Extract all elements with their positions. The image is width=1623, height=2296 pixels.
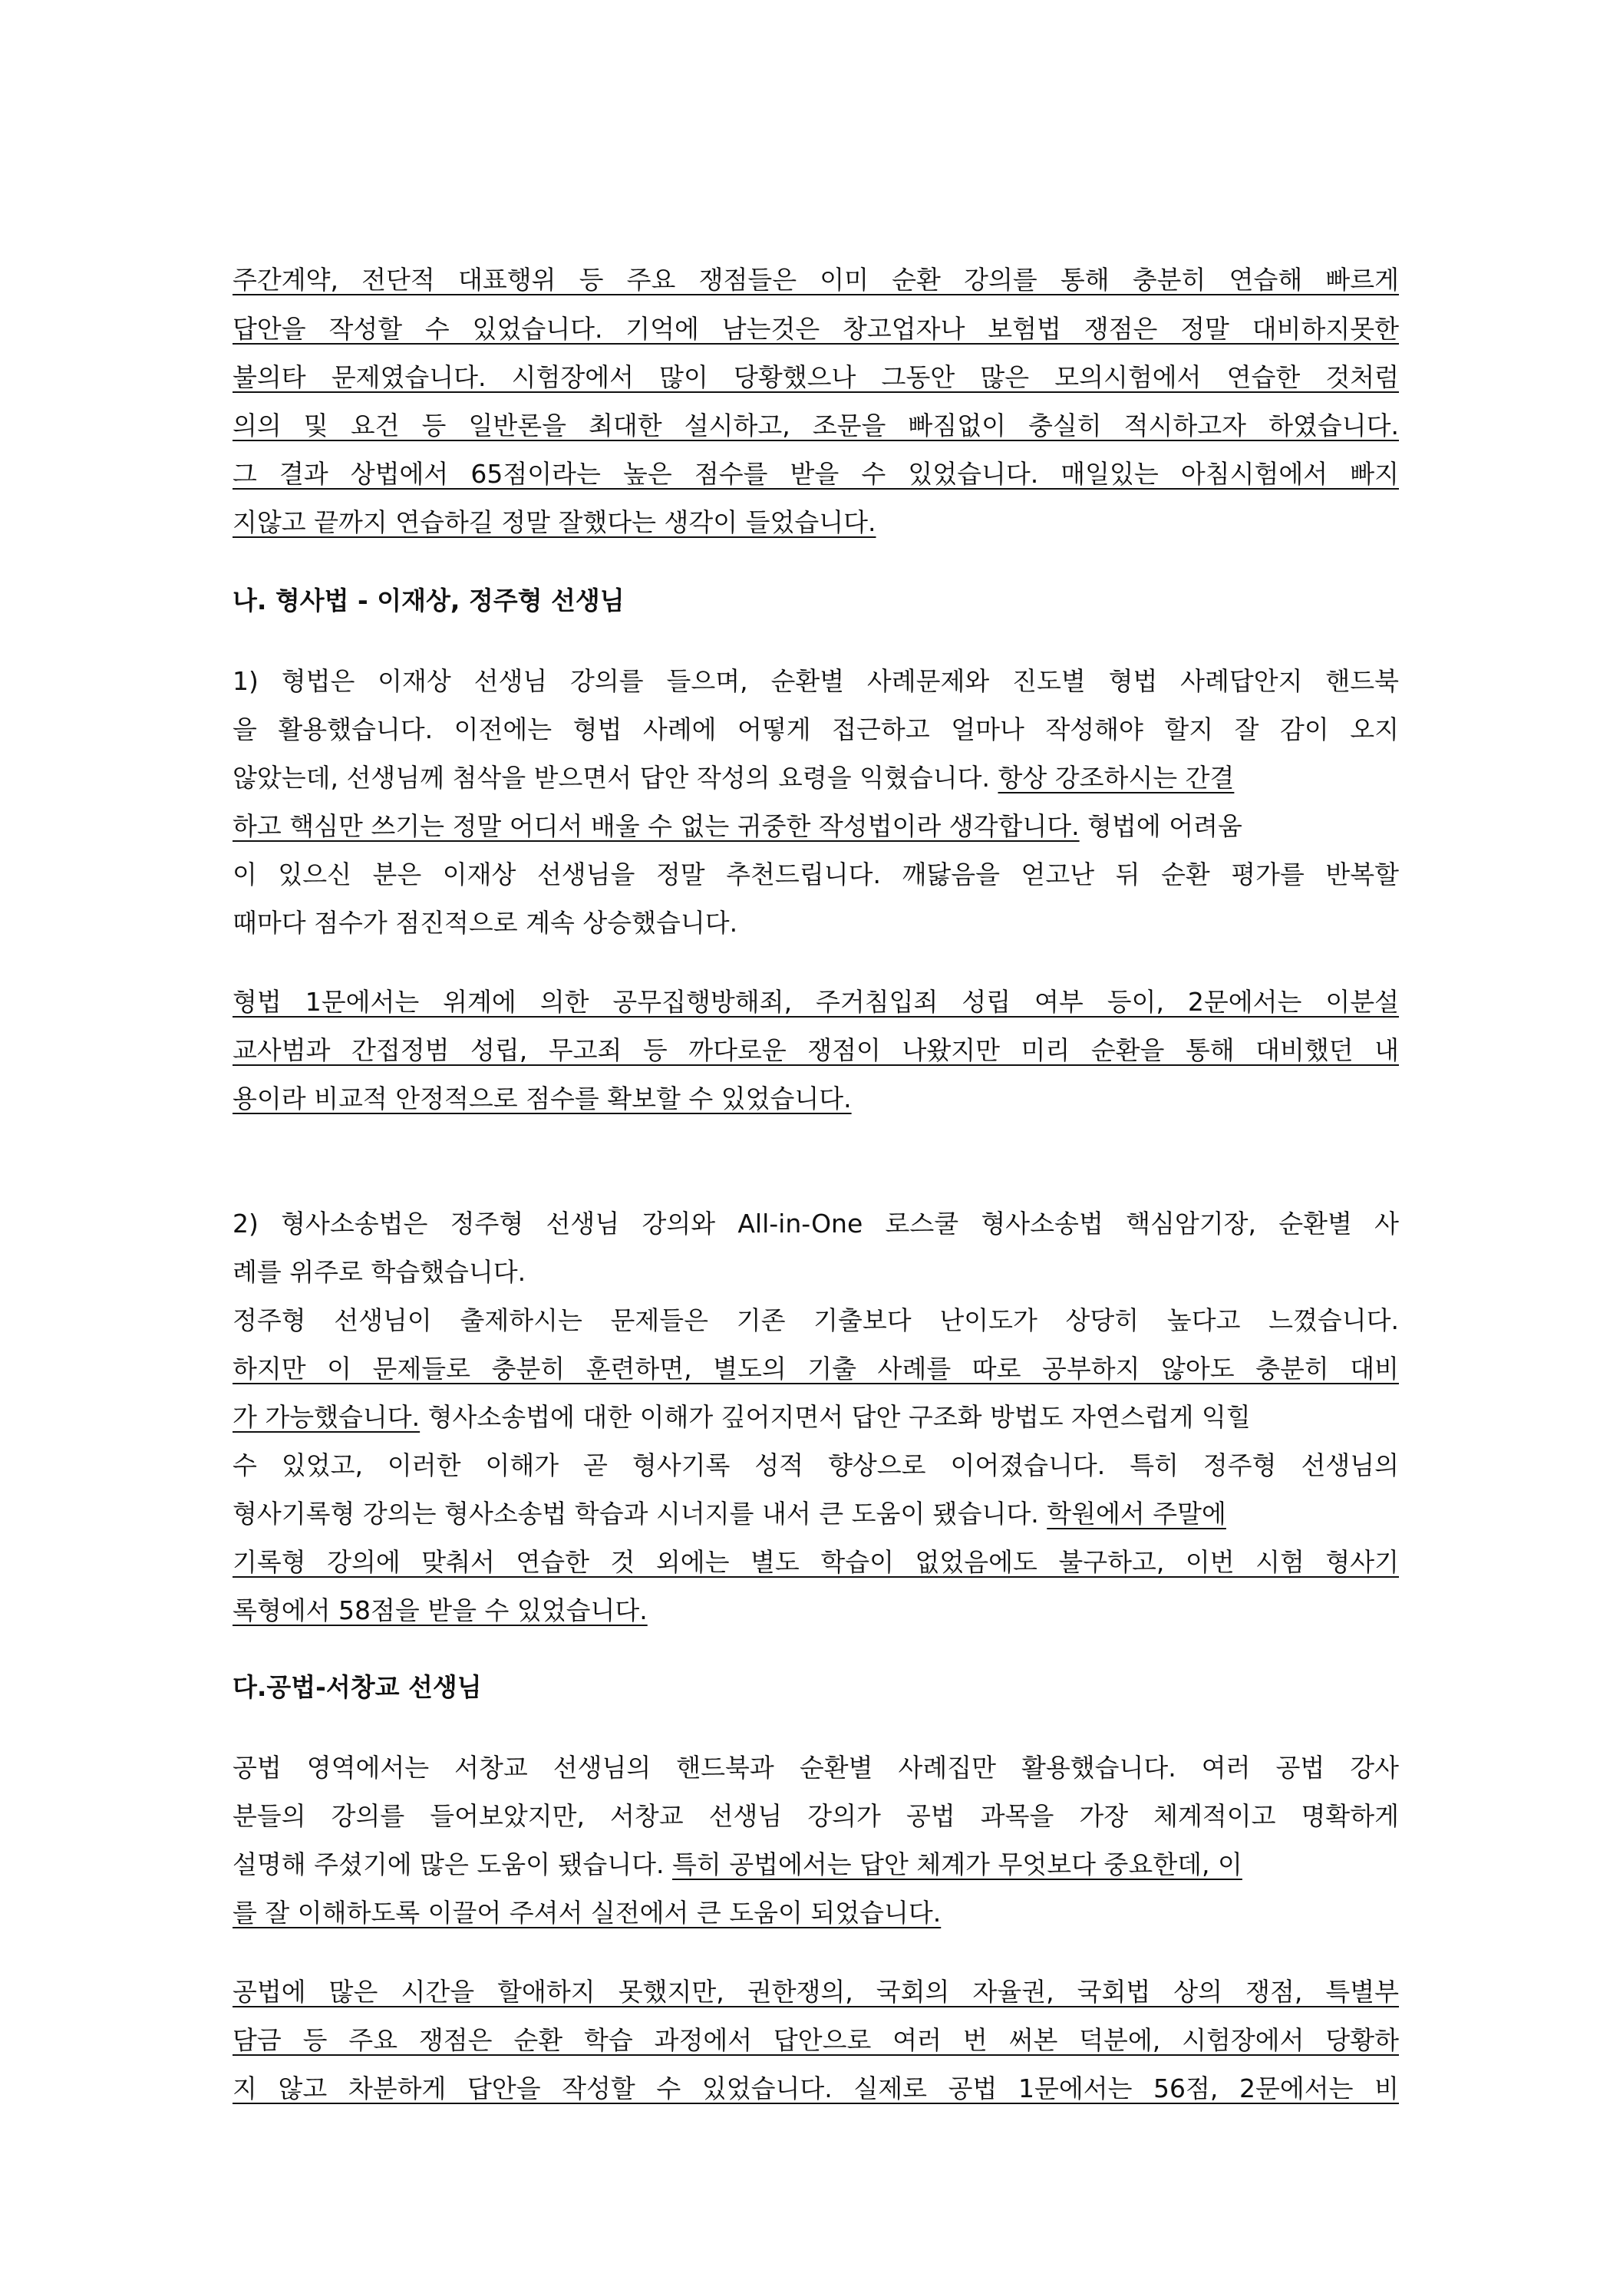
hyeongbeop-line-6: 때마다 점수가 점진적으로 계속 상승했습니다. <box>233 908 738 938</box>
hyeongbeop-line-1: 1) 형법은 이재상 선생님 강의를 들으며, 순환별 사례문제와 진도별 형법 사례답안지 핸드북 <box>233 666 1399 696</box>
hyeongso-line-4: 하지만 이 문제들로 충분히 훈련하면, 별도의 기출 사례를 따로 공부하지 않아도 충분히 대비 <box>233 1354 1399 1384</box>
section-heading-hyeongsa: 나. 형사법 - 이재상, 정주형 선생님 <box>233 586 625 615</box>
hyeongso-line-9: 록형에서 58점을 받을 수 있었습니다. <box>233 1595 648 1625</box>
hyeongbeop-line-4-underlined: 하고 핵심만 쓰기는 정말 어디서 배울 수 없는 귀중한 작성법이라 생각합니다. <box>233 811 1080 841</box>
sangbeop-line-4: 의의 및 요건 등 일반론을 최대한 설시하고, 조문을 빠짐없이 충실히 적시하고자 하였습니다. <box>233 411 1399 440</box>
gongbeop-line-1: 공법 영역에서는 서창교 선생님의 핸드북과 순환별 사례집만 활용했습니다. 여러 공법 강사 <box>233 1753 1399 1783</box>
hyeongbeop-line-3-underlined: 항상 강조하시는 간결 <box>998 763 1235 793</box>
hyeongbeop-line-4 <box>233 805 1399 848</box>
sangbeop-line-2: 답안을 작성할 수 있었습니다. 기억에 남는것은 창고업자나 보험법 쟁점은 정말 대비하지못한 <box>233 314 1399 344</box>
gongbeop-line-4: 를 잘 이해하도록 이끌어 주셔서 실전에서 큰 도움이 되었습니다. <box>233 1898 942 1928</box>
hyeongso-line-5-underlined: 가 가능했습니다. <box>233 1402 421 1432</box>
sangbeop-line-5: 그 결과 상법에서 65점이라는 높은 점수를 받을 수 있었습니다. 매일있는 아침시험에서 빠지 <box>233 459 1399 489</box>
hyeongbeop-line-2: 을 활용했습니다. 이전에는 형법 사례에 어떻게 접근하고 얼마나 작성해야 할지 잘 감이 오지 <box>233 714 1399 744</box>
hyeongso-line-2: 례를 위주로 학습했습니다. <box>233 1257 526 1287</box>
hyeongso-line-5-text: 형사소송법에 대한 이해가 깊어지면서 답안 구조화 방법도 자연스럽게 익힐 <box>420 1402 1251 1432</box>
hyeongbeop-result-line-1: 형법 1문에서는 위계에 의한 공무집행방해죄, 주거침입죄 성립 여부 등이, 2문에서는 이분설 <box>233 987 1399 1017</box>
hyeongbeop-line-3-text: 않았는데, 선생님께 첨삭을 받으면서 답안 작성의 요령을 익혔습니다. <box>233 763 998 793</box>
gongbeop-result-line-3: 지 않고 차분하게 답안을 작성할 수 있었습니다. 실제로 공법 1문에서는 56점, 2문에서는 비 <box>233 2073 1399 2103</box>
hyeongso-line-5 <box>233 1396 1399 1439</box>
hyeongbeop-line-3 <box>233 757 1399 800</box>
sangbeop-line-1: 주간계약, 전단적 대표행위 등 주요 쟁점들은 이미 순환 강의를 통해 충분히 연습해 빠르게 <box>233 265 1399 295</box>
section-heading-gongbeop: 다.공법-서창교 선생님 <box>233 1672 482 1702</box>
gongbeop-line-2: 분들의 강의를 들어보았지만, 서창교 선생님 강의가 공법 과목을 가장 체계적이고 명확하게 <box>233 1801 1399 1831</box>
hyeongso-line-3: 정주형 선생님이 출제하시는 문제들은 기존 기출보다 난이도가 상당히 높다고 느꼈습니다. <box>233 1305 1399 1335</box>
hyeongbeop-result-line-3: 용이라 비교적 안정적으로 점수를 확보할 수 있었습니다. <box>233 1084 852 1113</box>
gongbeop-line-3 <box>233 1843 1399 1886</box>
sangbeop-line-6: 지않고 끝까지 연습하길 정말 잘했다는 생각이 들었습니다. <box>233 507 876 537</box>
hyeongbeop-line-5: 이 있으신 분은 이재상 선생님을 정말 추천드립니다. 깨닳음을 얻고난 뒤 순환 평가를 반복할 <box>233 859 1399 889</box>
hyeongso-line-7-text: 형사기록형 강의는 형사소송법 학습과 시너지를 내서 큰 도움이 됐습니다. <box>233 1499 1047 1529</box>
hyeongso-line-6: 수 있었고, 이러한 이해가 곧 형사기록 성적 향상으로 이어졌습니다. 특히 정주형 선생님의 <box>233 1450 1399 1480</box>
hyeongso-line-7-underlined: 학원에서 주말에 <box>1047 1499 1226 1529</box>
gongbeop-result-line-1: 공법에 많은 시간을 할애하지 못했지만, 권한쟁의, 국회의 자율권, 국회법 상의 쟁점, 특별부 <box>233 1977 1399 2007</box>
gongbeop-result-line-2: 담금 등 주요 쟁점은 순환 학습 과정에서 답안으로 여러 번 써본 덕분에, 시험장에서 당황하 <box>233 2025 1399 2055</box>
hyeongbeop-result-line-2: 교사범과 간접정범 성립, 무고죄 등 까다로운 쟁점이 나왔지만 미리 순환을 통해 대비했던 내 <box>233 1035 1399 1065</box>
gongbeop-line-3-text: 설명해 주셨기에 많은 도움이 됐습니다. <box>233 1849 672 1879</box>
hyeongso-line-7 <box>233 1493 1399 1536</box>
hyeongbeop-line-4-text: 형법에 어려움 <box>1079 811 1242 841</box>
hyeongso-line-8: 기록형 강의에 맞춰서 연습한 것 외에는 별도 학습이 없었음에도 불구하고, 이번 시험 형사기 <box>233 1547 1399 1577</box>
hyeongso-line-1: 2) 형사소송법은 정주형 선생님 강의와 All-in-One 로스쿨 형사소송법 핵심암기장, 순환별 사 <box>233 1209 1399 1239</box>
sangbeop-line-3: 불의타 문제였습니다. 시험장에서 많이 당황했으나 그동안 많은 모의시험에서 연습한 것처럼 <box>233 362 1399 392</box>
gongbeop-line-3-underlined: 특히 공법에서는 답안 체계가 무엇보다 중요한데, 이 <box>672 1849 1242 1879</box>
